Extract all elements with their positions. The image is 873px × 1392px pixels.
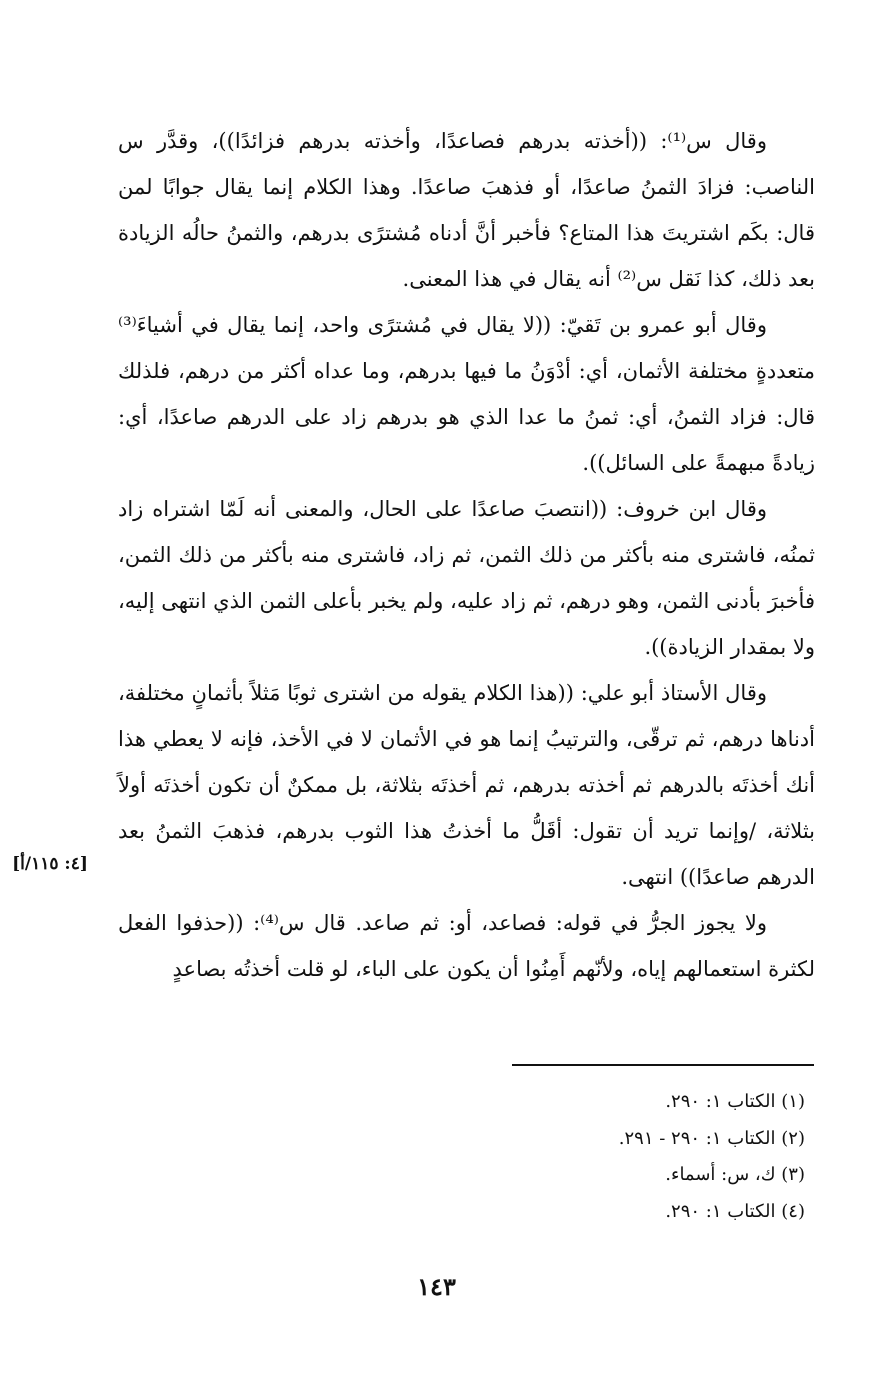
footnote-1: (١) الكتاب ١: ٢٩٠. xyxy=(665,1091,805,1112)
page-number: ١٤٣ xyxy=(417,1272,456,1301)
footnotes-section xyxy=(300,1084,815,1230)
paragraph-3: وقال ابن خروف: ((انتصبَ صاعدًا على الحال، والمعنى أنه لَمّا اشتراه زاد ثمنُه، فاشترى منه بأكثر من ذلك الثمن، ثم زاد، فاشترى منه بأكثر من ذلك الثمن، فأخبرَ بأدنى الثمن، وهو درهم، ثم زاد عليه، ولم يخبر بأعلى الثمن الذي انتهى إليه، ولا بمقدار الزيادة)). xyxy=(118,497,815,659)
paragraph-1: وقال س⁽¹⁾: ((أخذته بدرهم فصاعدًا، وأخذته بدرهم فزائدًا))، وقدَّر س الناصب: فزادَ الثمنُ صاعدًا، أو فذهبَ صاعدًا. وهذا الكلام إنما يقال جوابًا لمن قال: بكَم اشتريتَ هذا المتاع؟ فأخبر أنَّ أدناه مُشترًى بدرهم، والثمنُ حالُه الزيادة بعد ذلك، كذا نَقل س⁽²⁾ أنه يقال في هذا المعنى. xyxy=(118,129,815,291)
footnote-3: (٣) ك، س: أسماء. xyxy=(665,1164,805,1185)
main-text-body xyxy=(118,118,815,992)
manuscript-folio-reference: [٤: ١١٥/أ] xyxy=(12,854,88,874)
paragraph-4: وقال الأستاذ أبو علي: ((هذا الكلام يقوله من اشترى ثوبًا مَثلاً بأثمانٍ مختلفة، أدناها درهم، ثم ترقّى، والترتيبُ إنما هو في الأثمان لا في الأخذ، فإنه لا يعطي هذا أنك أخذتَه بالدرهم ثم أخذته بدرهم، ثم أخذتَه بثلاثة، بل ممكنٌ أن تكون أخذتَه أولاً بثلاثة، /وإنما تريد أن تقول: أقَلُّ ما أخذتُ هذا الثوب بدرهم، فذهبَ الثمنُ بعد الدرهم صاعدًا)) انتهى. xyxy=(118,681,815,889)
paragraph-2: وقال أبو عمرو بن تَقيّ: ((لا يقال في مُشترًى واحد، إنما يقال في أشياءَ⁽³⁾ متعددةٍ مختلفة الأثمان، أي: أدْوَنُ ما فيها بدرهم، وما عداه أكثر من درهم، فلذلك قال: فزاد الثمنُ، أي: ثمنُ ما عدا الذي هو بدرهم زاد على الدرهم صاعدًا، أي: زيادةً مبهمةً على السائل)). xyxy=(118,313,815,475)
footnote-4: (٤) الكتاب ١: ٢٩٠. xyxy=(665,1200,805,1222)
paragraph-5: ولا يجوز الجرُّ في قوله: فصاعد، أو: ثم صاعد. قال س⁽⁴⁾: ((حذفوا الفعل لكثرة استعمالهم إياه، ولأنّهم أَمِنُوا أن يكون على الباء، لو قلت أخذتُه بصاعدٍ xyxy=(118,911,815,981)
footnote-divider xyxy=(512,1064,814,1066)
footnote-2: (٢) الكتاب ١: ٢٩٠ - ٢٩١. xyxy=(618,1127,805,1149)
